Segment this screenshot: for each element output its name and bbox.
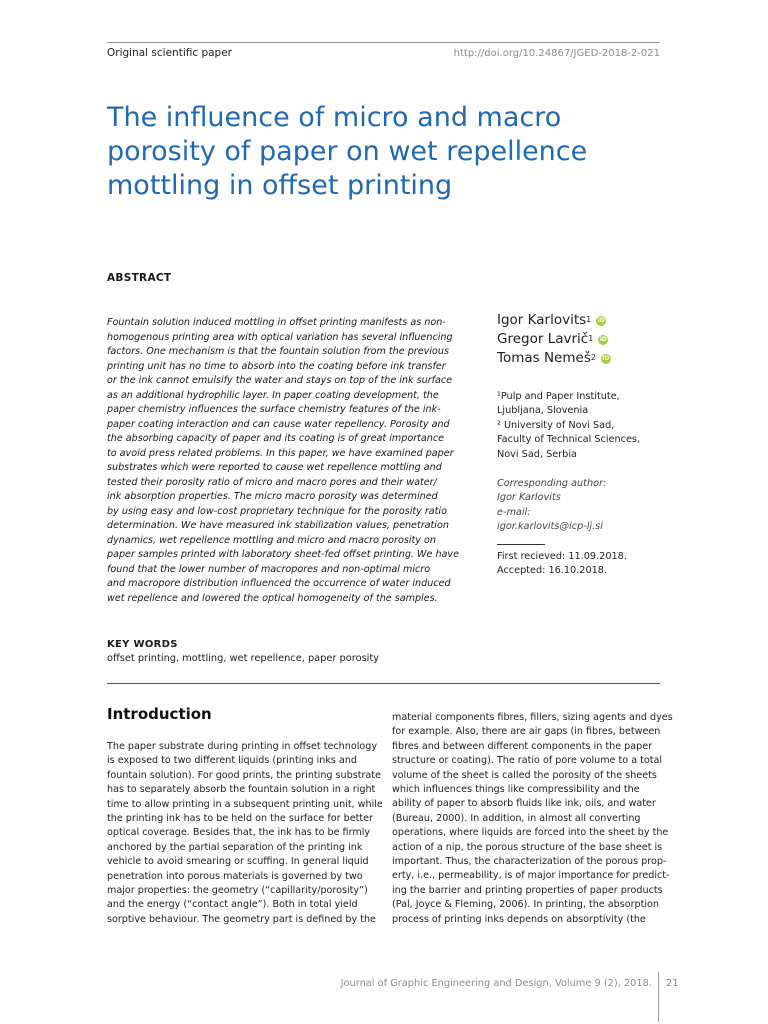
- footer-divider: [658, 972, 659, 1022]
- body-line: fibres and between different components in the paper: [392, 740, 653, 752]
- title-line: The influence of micro and macro: [107, 102, 562, 133]
- abstract-line: homogenous printing area with optical variation has several influencing: [107, 331, 453, 343]
- abstract-line: found that the lower number of macropores and non-optimal micro: [107, 563, 431, 575]
- page-number: 21: [666, 978, 679, 989]
- top-rule: [107, 42, 660, 43]
- body-line: time to allow printing in a subsequent printing unit, while: [107, 798, 383, 810]
- email-link[interactable]: igor.karlovits@icp-lj.si: [497, 521, 603, 533]
- introduction-heading: Introduction: [107, 705, 212, 723]
- author-affil-mark: 1: [588, 334, 594, 343]
- abstract-line: paper samples printed with laboratory sheet-fed offset printing. We have: [107, 549, 459, 560]
- corresponding-label: Corresponding author:: [497, 478, 607, 489]
- orcid-icon[interactable]: iD: [599, 335, 607, 343]
- intro-column-right: [392, 711, 673, 927]
- body-line: and the energy (“contact angle”). Both in total yield: [107, 899, 358, 911]
- keywords-text: offset printing, mottling, wet repellence, paper porosity: [107, 653, 380, 664]
- submission-dates: [497, 550, 627, 579]
- title-line: mottling in offset printing: [107, 170, 453, 201]
- body-line: anchored by the partial separation of the printing ink: [107, 841, 363, 853]
- affiliation-line: Novi Sad, Serbia: [497, 448, 577, 460]
- affiliation-line: ¹Pulp and Paper Institute,: [497, 391, 620, 402]
- keywords-heading: KEY WORDS: [107, 639, 178, 650]
- body-line: sorptive behaviour. The geometry part is defined by the: [107, 913, 376, 925]
- dates-divider: [497, 544, 545, 545]
- affiliation-line: Faculty of Technical Sciences,: [497, 434, 641, 446]
- abstract-line: to avoid press related problems. In this paper, we have examined paper: [107, 447, 454, 459]
- author-entry: [497, 349, 611, 368]
- abstract-line: Fountain solution induced mottling in offset printing manifests as non-: [107, 317, 446, 328]
- body-line: fountain solution). For good prints, the printing substrate: [107, 769, 381, 781]
- abstract-line: by using easy and low-cost proprietary technique for the porosity ratio: [107, 505, 447, 517]
- abstract-line: as an additional hydrophilic layer. In paper coating development, the: [107, 389, 439, 401]
- author-name: Gregor Lavrič: [497, 331, 589, 347]
- title-line: porosity of paper on wet repellence: [107, 136, 588, 167]
- body-line: The paper substrate during printing in offset technology: [107, 741, 377, 752]
- abstract-text: [107, 316, 457, 606]
- author-affil-mark: 2: [590, 353, 596, 362]
- body-line: is exposed to two different liquids (printing inks and: [107, 755, 357, 767]
- corresponding-name: Igor Karlovits: [497, 492, 561, 504]
- abstract-line: printing unit has no time to absorb into the coating before ink transfer: [107, 360, 446, 372]
- body-line: for example. Also, there are air gaps (in fibres, between: [392, 726, 661, 738]
- orcid-icon[interactable]: iD: [602, 354, 610, 362]
- body-line: important. Thus, the characterization of the porous prop-: [392, 856, 667, 868]
- body-line: which influences things like compressibility and the: [392, 784, 640, 796]
- body-line: the printing ink has to be held on the surface for better: [107, 813, 373, 825]
- doi-link[interactable]: http://doi.org/10.24867/JGED-2018-2-021: [453, 48, 660, 59]
- email-label: e-mail:: [497, 506, 531, 518]
- body-line: (Pal, Joyce & Fleming, 2006). In printing, the absorption: [392, 899, 659, 911]
- body-line: vehicle to avoid smearing or scuffing. In general liquid: [107, 856, 369, 868]
- author-list: [497, 311, 611, 368]
- affiliation-line: ² University of Novi Sad,: [497, 419, 615, 431]
- author-entry: [497, 311, 611, 330]
- abstract-line: dynamics, wet repellence mottling and micro and macro porosity on: [107, 534, 436, 546]
- body-line: erty, i.e., permeability, is of major importance for predict-: [392, 870, 670, 882]
- orcid-icon[interactable]: iD: [597, 316, 605, 324]
- abstract-line: determination. We have measured ink stabilization values, penetration: [107, 520, 449, 531]
- body-line: volume of the sheet is called the porosity of the sheets: [392, 769, 657, 781]
- body-line: has to separately absorb the fountain solution in a right: [107, 784, 376, 796]
- paper-title: [107, 101, 667, 203]
- body-line: material components fibres, fillers, sizing agents and dyes: [392, 712, 673, 723]
- body-line: optical coverage. Besides that, the ink has to be firmly: [107, 827, 371, 839]
- body-line: operations, where liquids are forced into the sheet by the: [392, 827, 669, 839]
- affiliation-line: Ljubljana, Slovenia: [497, 405, 589, 417]
- body-line: ability of paper to absorb fluids like ink, oils, and water: [392, 798, 656, 810]
- received-date: First recieved: 11.09.2018.: [497, 551, 627, 562]
- corresponding-author: [497, 477, 606, 535]
- paper-type-label: Original scientific paper: [107, 47, 233, 59]
- body-line: major properties: the geometry (“capillarity/porosity”): [107, 885, 368, 897]
- accepted-date: Accepted: 16.10.2018.: [497, 565, 608, 577]
- body-line: penetration into porous materials is governed by two: [107, 870, 363, 882]
- author-name: Tomas Nemeš: [497, 350, 591, 366]
- body-line: action of a nip, the porous structure of the base sheet is: [392, 841, 663, 853]
- body-line: structure or coating). The ratio of pore volume to a total: [392, 755, 663, 767]
- abstract-line: tested their porosity ratio of micro and macro pores and their water/: [107, 476, 437, 488]
- abstract-line: paper chemistry influences the surface chemistry features of the ink-: [107, 404, 441, 415]
- abstract-line: substrates which were reported to cause wet repellence mottling and: [107, 462, 442, 473]
- abstract-line: factors. One mechanism is that the fountain solution from the previous: [107, 346, 449, 357]
- abstract-line: or the ink cannot emulsify the water and stays on top of the ink surface: [107, 375, 453, 386]
- journal-citation: Journal of Graphic Engineering and Design, Volume 9 (2), 2018.: [340, 978, 652, 989]
- abstract-line: wet repellence and lowered the optical homogeneity of the samples.: [107, 592, 438, 604]
- affiliations: [497, 390, 640, 462]
- section-divider: [107, 683, 660, 684]
- abstract-line: ink absorption properties. The micro macro porosity was determined: [107, 491, 438, 502]
- author-affil-mark: 1: [586, 315, 592, 324]
- author-entry: [497, 330, 611, 349]
- abstract-line: the absorbing capacity of paper and its coating is of great importance: [107, 433, 445, 444]
- abstract-line: and macropore distribution influenced the occurrence of water induced: [107, 578, 451, 589]
- abstract-heading: ABSTRACT: [107, 272, 172, 284]
- author-name: Igor Karlovits: [497, 312, 587, 328]
- body-line: ing the barrier and printing properties of paper products: [392, 884, 663, 896]
- intro-column-left: [107, 740, 383, 927]
- body-line: process of printing inks depends on absorptivity (the: [392, 913, 646, 925]
- body-line: (Bureau, 2000). In addition, in almost all converting: [392, 812, 641, 824]
- abstract-line: paper coating interaction and can cause water repellency. Porosity and: [107, 418, 450, 430]
